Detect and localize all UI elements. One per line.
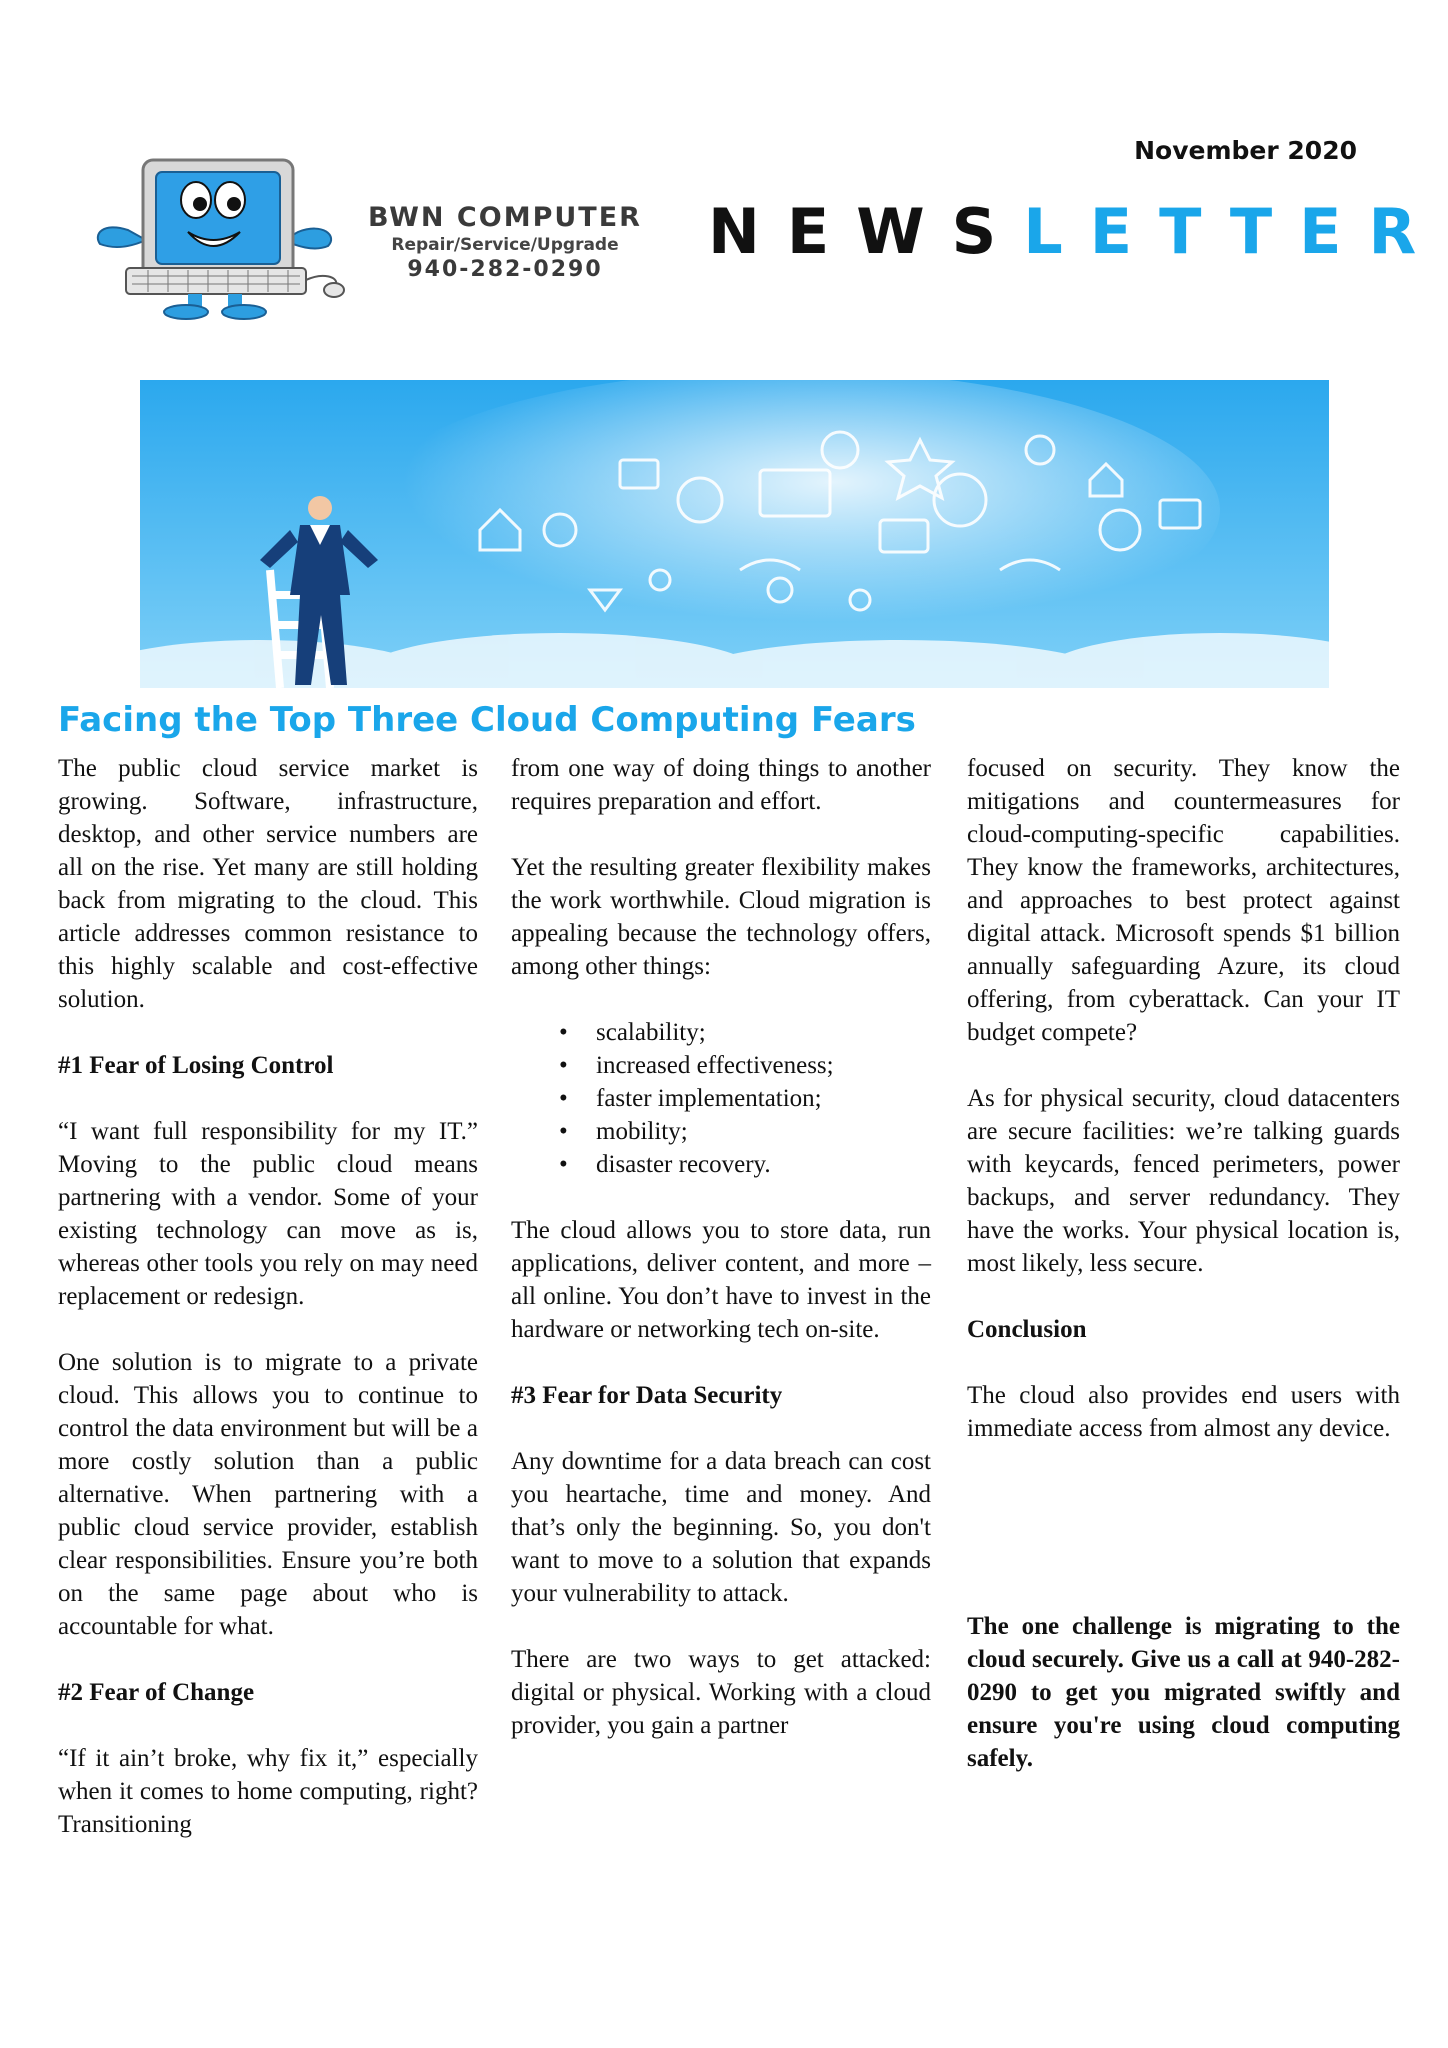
- paragraph: As for physical security, cloud datacenters are secure facilities: we’re talking guards with keycards, fenced perimeters, power backups, and server redundancy. They have the works. Your physical location is, most likely, less secure.: [967, 1085, 1400, 1277]
- paragraph: Yet the resulting greater flexibility makes the work worthwhile. Cloud migration is appealing because the technology offers, among other things:: [511, 854, 931, 980]
- paragraph: “I want full responsibility for my IT.” Moving to the public cloud means partnering with a vendor. Some of your existing technology can move as is, whereas other tools you rely on may need replacement or redesign.: [58, 1118, 478, 1310]
- newsletter-title: [708, 195, 1443, 268]
- paragraph: The cloud allows you to store data, run applications, deliver content, and more – all online. You don’t have to invest in the hardware or networking tech on-site.: [511, 1217, 931, 1343]
- paragraph: focused on security. They know the mitigations and countermeasures for cloud-computing-specific capabilities. They know the frameworks, architectures, and approaches to best protect against digital attack. Microsoft spends $1 billion annually safeguarding Azure, its cloud offering, from cyberattack. Can your IT budget compete?: [967, 755, 1400, 1046]
- cloud-hero-image: [140, 380, 1329, 688]
- brand-name: BWN COMPUTER: [368, 202, 642, 233]
- column-3: [967, 752, 1400, 1808]
- paragraph: from one way of doing things to another requires preparation and effort.: [511, 755, 931, 815]
- list-item: • faster implementation;: [596, 1082, 931, 1115]
- mascot-left-arm: [98, 227, 146, 247]
- paragraph: One solution is to migrate to a private cloud. This allows you to continue to control the data environment but will be a more costly solution than a public alternative. When partnering with a public cloud service provider, establish clear responsibilities. Ensure you’re both on the same page about who is accountable for what.: [58, 1349, 478, 1640]
- article-headline: Facing the Top Three Cloud Computing Fears: [58, 700, 916, 740]
- paragraph: The cloud also provides end users with immediate access from almost any device.: [967, 1382, 1400, 1442]
- brand-phone: 940-282-0290: [407, 257, 603, 282]
- section-heading: #2 Fear of Change: [58, 1679, 255, 1706]
- column-1: [58, 752, 478, 1874]
- list-item: • increased effectiveness;: [596, 1049, 931, 1082]
- column-2: [511, 752, 931, 1775]
- brand-tagline: Repair/Service/Upgrade: [391, 235, 619, 255]
- mascot-mouse: [324, 283, 344, 297]
- paragraph: The public cloud service market is growing. Software, infrastructure, desktop, and other service numbers are all on the rise. Yet many are still holding back from migrating to the cloud. This article addresses common resistance to this highly scalable and cost-effective solution.: [58, 755, 478, 1013]
- section-heading: Conclusion: [967, 1316, 1087, 1343]
- benefits-list: [511, 1016, 931, 1181]
- paragraph: “If it ain’t broke, why fix it,” especially when it comes to home computing, right? Transitioning: [58, 1745, 478, 1838]
- paragraph: Any downtime for a data breach can cost you heartache, time and money. And that’s only the beginning. So, you don't want to move to a solution that expands your vulnerability to attack.: [511, 1448, 931, 1607]
- list-item: • disaster recovery.: [596, 1148, 931, 1181]
- title-part-letter: LETTER: [1023, 195, 1444, 268]
- mascot-keyboard: [126, 268, 306, 294]
- title-part-news: NEWS: [708, 195, 1024, 268]
- call-to-action: The one challenge is migrating to the cloud securely. Give us a call at 940-282-0290 to get you migrated swiftly and ensure you're using cloud computing safely.: [967, 1613, 1400, 1772]
- section-heading: #1 Fear of Losing Control: [58, 1052, 334, 1079]
- issue-date: November 2020: [1134, 136, 1357, 165]
- mascot-screen: [156, 172, 280, 264]
- brand-block: [355, 202, 655, 282]
- list-item: • mobility;: [596, 1115, 931, 1148]
- section-heading: #3 Fear for Data Security: [511, 1382, 783, 1409]
- paragraph: There are two ways to get attacked: digital or physical. Working with a cloud provider, you gain a partner: [511, 1646, 931, 1739]
- spacer: [967, 1478, 1400, 1610]
- list-item: • scalability;: [596, 1016, 931, 1049]
